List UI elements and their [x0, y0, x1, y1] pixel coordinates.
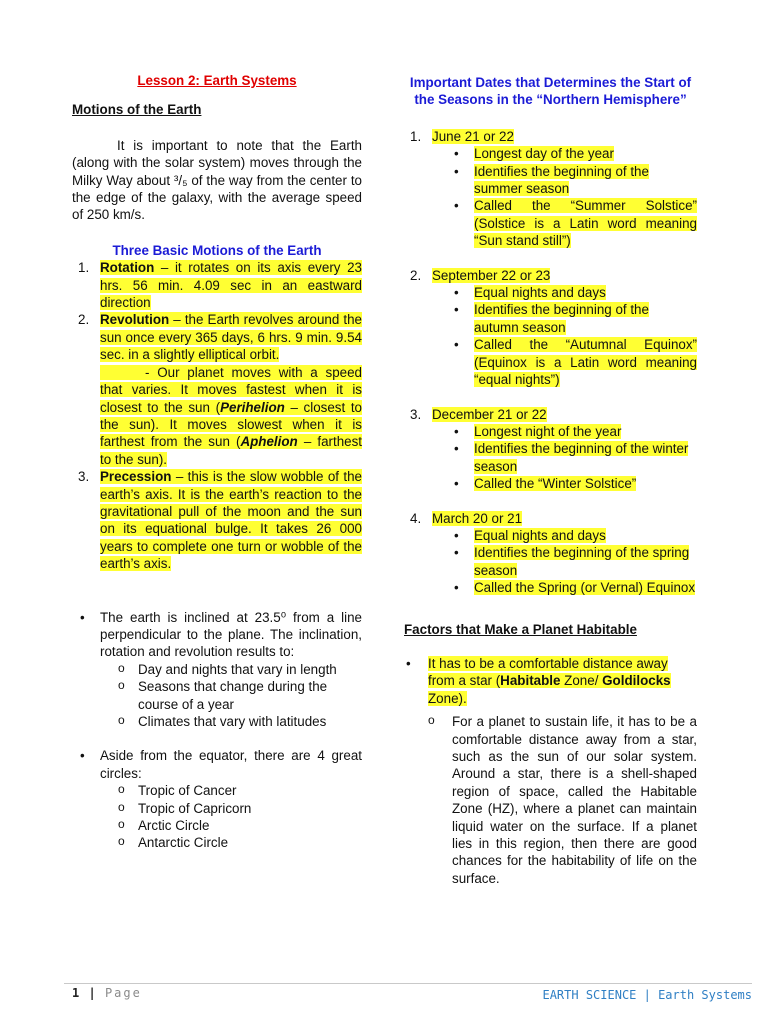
date-bullets	[450, 527, 697, 597]
perihelion-term: Perihelion	[220, 399, 285, 415]
bullet-icon: •	[454, 198, 459, 214]
motions-heading: Motions of the Earth	[72, 102, 202, 118]
list-item	[118, 661, 362, 678]
list-item	[118, 800, 362, 817]
date-fact: Longest night of the year	[474, 423, 622, 439]
date-fact: Called the “Winter Solstice”	[474, 476, 637, 492]
bullet-icon: •	[454, 580, 459, 596]
circle-bullet-icon: o	[428, 713, 435, 728]
date-fact: Longest day of the year	[474, 146, 614, 162]
list-item	[72, 747, 362, 851]
habitable-sub	[428, 713, 697, 887]
list-item	[404, 128, 697, 250]
bullet-icon: •	[454, 527, 459, 543]
motion-extra: – closest to the sun). It moves slowest when it is farthest from the sun (	[100, 399, 363, 450]
list-item	[118, 817, 362, 834]
motion-extra: – farthest to the sun).	[100, 434, 363, 467]
page-label: Page	[104, 986, 142, 1000]
bullet-icon: •	[454, 285, 459, 301]
date-label: June 21 or 22	[432, 128, 514, 144]
dates-list	[404, 128, 697, 597]
habitable-text: Zone/	[560, 673, 603, 689]
date-fact: Identifies the beginning of the summer season	[474, 163, 649, 197]
list-item	[450, 163, 697, 198]
habitable-text: It has to be a comfortable distance away from a star (	[428, 655, 668, 689]
circles-list	[118, 782, 362, 852]
circle-name: Antarctic Circle	[138, 835, 229, 851]
inclined-text: The earth is inclined at 23.5⁰ from a line perpendicular to the plane. The inclination, rotation and revolution results to:	[100, 609, 362, 660]
date-fact: Identifies the beginning of the autumn season	[474, 302, 649, 335]
circles-text: Aside from the equator, there are 4 great circles:	[100, 748, 362, 781]
circle-bullet-icon: o	[118, 713, 125, 727]
list-item	[72, 259, 362, 311]
date-fact: Called the “Summer Solstice” (Solstice is a Latin word meaning “Sun stand still”)	[474, 198, 697, 249]
result-text: Day and nights that vary in length	[138, 661, 337, 677]
motions-list	[72, 259, 362, 572]
list-item	[450, 544, 697, 579]
aphelion-term: Aphelion	[240, 434, 298, 450]
list-item	[404, 267, 697, 389]
list-item	[404, 655, 697, 887]
bullet-icon: •	[80, 748, 85, 764]
date-label: December 21 or 22	[432, 406, 547, 422]
result-text: Climates that vary with latitudes	[138, 714, 327, 729]
habitable-list	[404, 655, 697, 887]
list-item	[450, 197, 697, 249]
date-fact: Equal nights and days	[474, 285, 606, 301]
list-item	[450, 145, 697, 162]
goldilocks-term: Goldilocks	[602, 673, 671, 689]
list-item	[72, 609, 362, 731]
page-number-value: 1	[72, 986, 81, 1000]
list-number: 2.	[410, 267, 422, 283]
date-label: September 22 or 23	[432, 267, 551, 283]
list-number: 3.	[410, 406, 422, 422]
list-item	[404, 406, 697, 493]
date-bullets	[450, 284, 697, 388]
list-item	[72, 311, 362, 468]
bullet-icon: •	[454, 545, 459, 561]
bullet-icon: •	[454, 423, 459, 439]
habitable-term: Habitable	[500, 673, 561, 689]
list-item	[118, 834, 362, 851]
result-text: Seasons that change during the course of a year	[138, 679, 328, 712]
motion-extra: - Our planet moves with a speed that varies. It moves fastest when it is closest to the sun (	[100, 364, 362, 415]
list-item	[450, 301, 697, 336]
bullet-icon: •	[454, 302, 459, 318]
list-item	[118, 713, 362, 730]
inclined-results	[118, 661, 362, 731]
circle-name: Tropic of Cancer	[138, 783, 237, 799]
list-item	[450, 475, 697, 492]
dates-heading: Important Dates that Determines the Start of the Seasons in the “Northern Hemisphere”	[409, 75, 692, 108]
circle-name: Arctic Circle	[138, 818, 210, 834]
list-item	[450, 440, 697, 475]
date-label: March 20 or 21	[432, 510, 523, 526]
bullet-icon: •	[454, 163, 459, 179]
footer-divider	[64, 983, 752, 984]
motion-term: Revolution	[100, 312, 170, 328]
motion-text: – this is the slow wobble of the earth’s axis. It is the earth’s reaction to the gravitational pull of the moon and the sun on its equational bulge. It takes 26 000 years to complete one turn or wobble of the earth’s axis.	[100, 469, 362, 572]
date-fact: Identifies the beginning of the spring season	[474, 545, 690, 578]
list-item	[118, 782, 362, 799]
list-item	[450, 336, 697, 388]
list-item	[428, 713, 697, 887]
list-item	[450, 423, 697, 440]
list-number: 1.	[410, 128, 422, 144]
circle-name: Tropic of Capricorn	[138, 800, 252, 816]
motion-term: Rotation	[100, 260, 155, 276]
page-number	[72, 985, 142, 1002]
list-item	[118, 678, 362, 713]
date-fact: Called the Spring (or Vernal) Equinox	[474, 580, 696, 596]
date-bullets	[450, 423, 697, 493]
bullet-icon: •	[454, 441, 459, 457]
circle-bullet-icon: o	[118, 817, 125, 832]
list-number: 4.	[410, 510, 422, 526]
list-item	[404, 510, 697, 597]
right-column	[404, 74, 697, 887]
list-number: 2.	[78, 312, 90, 328]
list-item	[450, 284, 697, 301]
circle-bullet-icon: o	[118, 660, 125, 675]
list-item	[72, 468, 362, 572]
habitable-heading: Factors that Make a Planet Habitable	[404, 621, 637, 637]
bullet-icon: •	[454, 337, 459, 353]
list-item	[450, 579, 697, 596]
list-item	[450, 527, 697, 544]
date-fact: Equal nights and days	[474, 527, 606, 543]
motion-text: – the Earth revolves around the sun once every 365 days, 6 hrs. 9 min. 9.54 sec. in a slightly elliptical orbit.	[100, 312, 362, 363]
bullet-icon: •	[406, 655, 411, 671]
date-bullets	[450, 145, 697, 249]
three-motions-heading: Three Basic Motions of the Earth	[112, 242, 322, 258]
circle-bullet-icon: o	[118, 834, 125, 849]
intro-paragraph: It is important to note that the Earth (along with the solar system) moves through the Milky Way about ³/₅ of the way from the center to the edge of the galaxy, with the average speed of 250 km/s.	[72, 137, 362, 223]
lesson-title: Lesson 2: Earth Systems	[137, 73, 297, 88]
date-fact: Called the “Autumnal Equinox” (Equinox is a Latin word meaning “equal nights”)	[474, 337, 697, 388]
habitable-text: Zone).	[428, 690, 467, 706]
bullet-icon: •	[454, 476, 459, 492]
habitable-detail: For a planet to sustain life, it has to be a comfortable distance away from a star, such as the sun of our solar system. Around a star, there is a shell-shaped region of space, called the Habitable Zone (HZ), where a planet can maintain liquid water on the surface. If a planet lies in this region, then there are good chances for the habitability of life on the surface.	[452, 714, 697, 886]
inclination-list	[72, 609, 362, 852]
footer-title: EARTH SCIENCE | Earth Systems	[542, 988, 752, 1002]
list-number: 1.	[78, 260, 90, 276]
motion-term: Precession	[100, 469, 172, 485]
page-separator: |	[88, 986, 97, 1000]
circle-bullet-icon: o	[118, 678, 125, 693]
motion-text: – it rotates on its axis every 23 hrs. 56 min. 4.09 sec in an eastward direction	[100, 260, 362, 311]
left-column	[72, 72, 362, 852]
bullet-icon: •	[80, 609, 85, 625]
circle-bullet-icon: o	[118, 799, 125, 814]
list-number: 3.	[78, 469, 90, 485]
circle-bullet-icon: o	[118, 782, 125, 797]
date-fact: Identifies the beginning of the winter season	[474, 441, 689, 474]
bullet-icon: •	[454, 146, 459, 162]
